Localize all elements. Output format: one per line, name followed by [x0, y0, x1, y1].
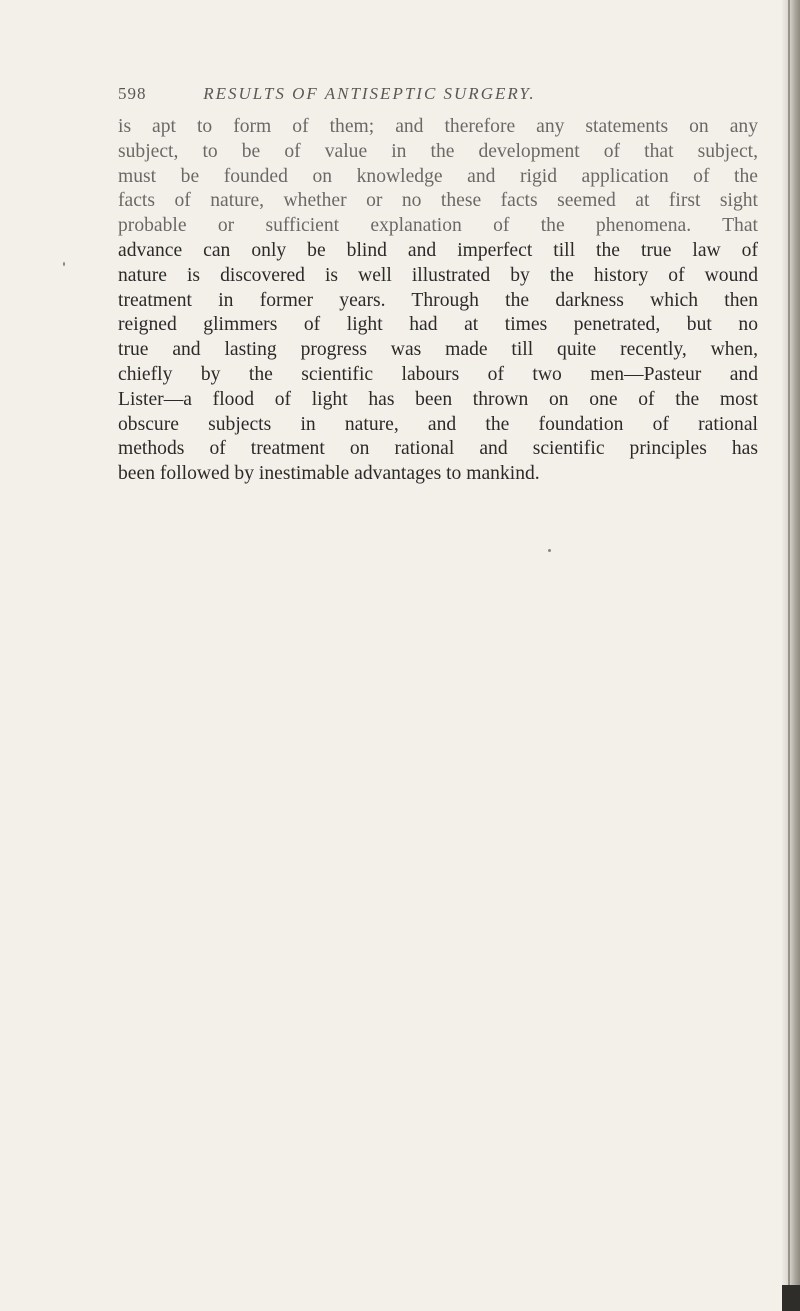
text-line: methods of treatment on rational and scientific principles has [118, 438, 758, 460]
text-line: facts of nature, whether or no these facts seemed at first sight [118, 190, 758, 212]
binding-shadow [782, 0, 800, 1311]
text-line: obscure subjects in nature, and the foundation of rational [118, 413, 758, 435]
text-line: been followed by inestimable advantages to mankind. [118, 463, 540, 485]
paper-speck [548, 549, 551, 552]
page-corner [782, 1285, 800, 1311]
text-line: Lister—a flood of light has been thrown on one of the most [118, 388, 758, 410]
running-title: RESULTS OF ANTISEPTIC SURGERY. [203, 84, 536, 103]
text-line: must be founded on knowledge and rigid application of the [118, 165, 758, 187]
text-line: treatment in former years. Through the darkness which then [118, 289, 758, 311]
body-paragraph [118, 115, 758, 487]
page-number: 598 [118, 84, 147, 103]
paper-speck [63, 262, 65, 266]
text-line: subject, to be of value in the development of that subject, [118, 140, 758, 162]
text-line: advance can only be blind and imperfect till the true law of [118, 239, 758, 261]
text-line: probable or sufficient explanation of the phenomena. That [118, 215, 758, 237]
text-line: nature is discovered is well illustrated by the history of wound [118, 264, 758, 286]
text-line: chiefly by the scientific labours of two men—Pasteur and [118, 363, 758, 385]
binding-edge [788, 0, 790, 1311]
text-line: is apt to form of them; and therefore any statements on any [118, 116, 758, 137]
text-line: true and lasting progress was made till quite recently, when, [118, 339, 758, 361]
running-head [118, 84, 758, 104]
text-line: reigned glimmers of light had at times penetrated, but no [118, 314, 758, 336]
